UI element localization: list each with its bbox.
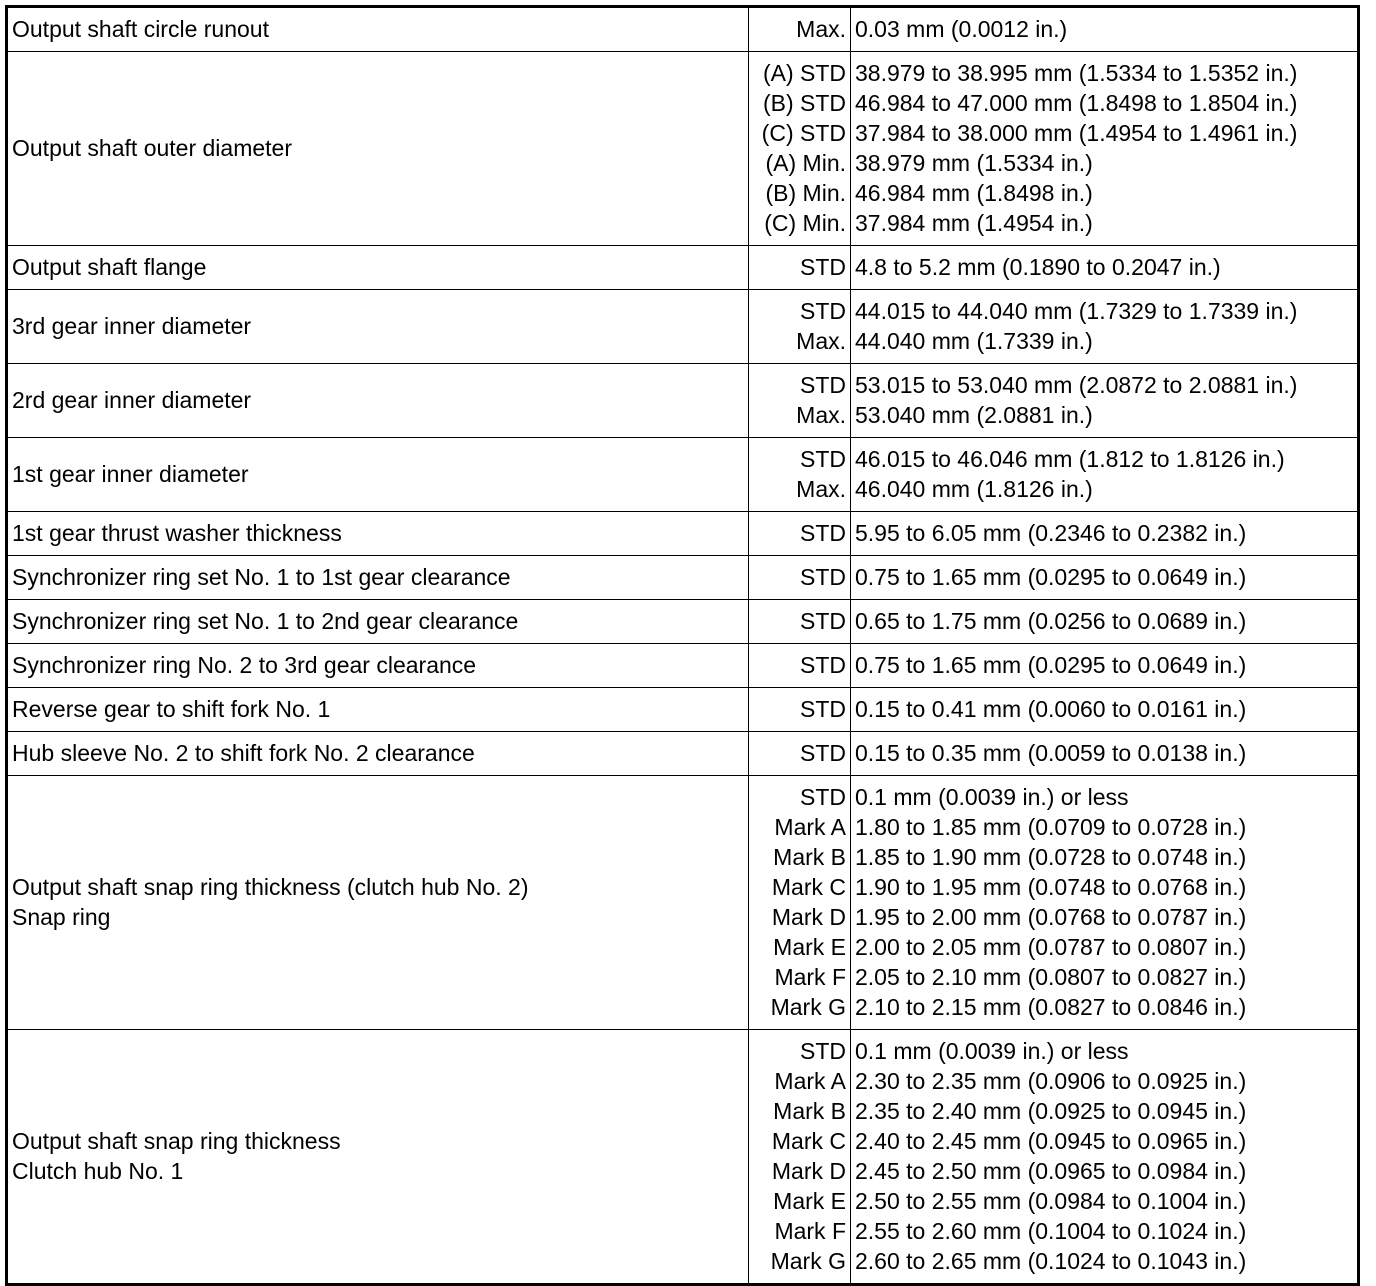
spec-condition-cell <box>749 600 851 644</box>
spec-item-line: 1st gear inner diameter <box>12 461 249 487</box>
spec-item-cell <box>7 512 749 556</box>
spec-item-cell <box>7 7 749 52</box>
spec-item-cell <box>7 438 749 512</box>
spec-value-line: 53.015 to 53.040 mm (2.0872 to 2.0881 in.) <box>855 372 1298 398</box>
spec-value-line: 38.979 to 38.995 mm (1.5334 to 1.5352 in.) <box>855 60 1298 86</box>
spec-condition-line: Mark C <box>771 874 846 900</box>
spec-condition-line: STD <box>800 652 846 678</box>
table-row <box>7 600 1359 644</box>
spec-condition-line: Mark D <box>771 904 846 930</box>
spec-item-line: Synchronizer ring No. 2 to 3rd gear clearance <box>12 652 477 678</box>
spec-value-line: 2.45 to 2.50 mm (0.0965 to 0.0984 in.) <box>855 1158 1247 1184</box>
spec-condition-cell <box>749 556 851 600</box>
spec-condition-line: STD <box>800 784 846 810</box>
spec-condition-line: Mark F <box>774 1218 846 1244</box>
spec-item-cell <box>7 52 749 246</box>
spec-value-cell <box>851 776 1359 1030</box>
spec-condition-line: Mark C <box>771 1128 846 1154</box>
spec-value-line: 1.80 to 1.85 mm (0.0709 to 0.0728 in.) <box>855 814 1247 840</box>
spec-condition-cell <box>749 688 851 732</box>
table-row <box>7 1030 1359 1285</box>
spec-condition-line: Mark B <box>773 844 846 870</box>
spec-value-line: 2.50 to 2.55 mm (0.0984 to 0.1004 in.) <box>855 1188 1247 1214</box>
spec-condition-line: Max. <box>796 476 846 502</box>
spec-condition-line: (B) STD <box>762 90 846 116</box>
spec-value-cell <box>851 1030 1359 1285</box>
table-row <box>7 512 1359 556</box>
table-row <box>7 364 1359 438</box>
spec-condition-line: Mark D <box>771 1158 846 1184</box>
spec-condition-line: STD <box>800 298 846 324</box>
spec-condition-line: (C) Min. <box>764 210 846 236</box>
spec-value-cell <box>851 364 1359 438</box>
spec-value-line: 1.85 to 1.90 mm (0.0728 to 0.0748 in.) <box>855 844 1247 870</box>
spec-value-line: 2.00 to 2.05 mm (0.0787 to 0.0807 in.) <box>855 934 1247 960</box>
spec-value-line: 46.015 to 46.046 mm (1.812 to 1.8126 in.) <box>855 446 1285 472</box>
spec-value-line: 37.984 to 38.000 mm (1.4954 to 1.4961 in.) <box>855 120 1298 146</box>
table-row <box>7 556 1359 600</box>
table-row <box>7 438 1359 512</box>
spec-value-cell <box>851 600 1359 644</box>
spec-value-line: 2.10 to 2.15 mm (0.0827 to 0.0846 in.) <box>855 994 1247 1020</box>
spec-condition-line: (B) Min. <box>765 180 846 206</box>
spec-value-line: 0.15 to 0.35 mm (0.0059 to 0.0138 in.) <box>855 740 1247 766</box>
spec-condition-cell <box>749 732 851 776</box>
spec-value-line: 0.65 to 1.75 mm (0.0256 to 0.0689 in.) <box>855 608 1247 634</box>
spec-item-cell <box>7 364 749 438</box>
spec-value-line: 1.90 to 1.95 mm (0.0748 to 0.0768 in.) <box>855 874 1247 900</box>
spec-condition-line: Mark E <box>773 934 846 960</box>
spec-value-cell <box>851 7 1359 52</box>
spec-condition-line: STD <box>800 254 846 280</box>
spec-condition-line: Max. <box>796 16 846 42</box>
spec-condition-cell <box>749 776 851 1030</box>
spec-condition-line: Max. <box>796 402 846 428</box>
spec-value-line: 2.35 to 2.40 mm (0.0925 to 0.0945 in.) <box>855 1098 1247 1124</box>
spec-item-cell <box>7 600 749 644</box>
spec-value-cell <box>851 556 1359 600</box>
spec-condition-cell <box>749 1030 851 1285</box>
spec-item-line: Output shaft outer diameter <box>12 135 292 161</box>
spec-condition-line: STD <box>800 564 846 590</box>
spec-condition-line: STD <box>800 1038 846 1064</box>
spec-item-line: Synchronizer ring set No. 1 to 1st gear clearance <box>12 564 511 590</box>
spec-condition-line: Max. <box>796 328 846 354</box>
spec-table <box>5 5 1360 1286</box>
spec-item-cell <box>7 556 749 600</box>
spec-value-cell <box>851 644 1359 688</box>
spec-value-line: 0.15 to 0.41 mm (0.0060 to 0.0161 in.) <box>855 696 1247 722</box>
table-row <box>7 246 1359 290</box>
spec-value-line: 2.30 to 2.35 mm (0.0906 to 0.0925 in.) <box>855 1068 1247 1094</box>
spec-item-cell <box>7 644 749 688</box>
spec-value-line: 0.03 mm (0.0012 in.) <box>855 16 1068 42</box>
spec-condition-line: STD <box>800 372 846 398</box>
spec-condition-cell <box>749 512 851 556</box>
spec-value-cell <box>851 688 1359 732</box>
spec-value-line: 44.015 to 44.040 mm (1.7329 to 1.7339 in.) <box>855 298 1298 324</box>
spec-value-line: 2.60 to 2.65 mm (0.1024 to 0.1043 in.) <box>855 1248 1247 1274</box>
spec-item-line: Synchronizer ring set No. 1 to 2nd gear clearance <box>12 608 519 634</box>
table-row <box>7 732 1359 776</box>
spec-condition-line: STD <box>800 446 846 472</box>
spec-condition-line: Mark G <box>770 994 846 1020</box>
spec-condition-line: Mark E <box>773 1188 846 1214</box>
spec-value-cell <box>851 438 1359 512</box>
spec-value-line: 0.1 mm (0.0039 in.) or less <box>855 784 1129 810</box>
spec-value-line: 1.95 to 2.00 mm (0.0768 to 0.0787 in.) <box>855 904 1247 930</box>
spec-condition-line: STD <box>800 520 846 546</box>
spec-item-cell <box>7 776 749 1030</box>
spec-value-line: 2.05 to 2.10 mm (0.0807 to 0.0827 in.) <box>855 964 1247 990</box>
table-row <box>7 7 1359 52</box>
spec-value-line: 0.75 to 1.65 mm (0.0295 to 0.0649 in.) <box>855 652 1247 678</box>
table-row <box>7 290 1359 364</box>
spec-condition-cell <box>749 246 851 290</box>
spec-item-line: Output shaft snap ring thickness <box>12 1128 341 1154</box>
spec-item-line: Clutch hub No. 1 <box>12 1158 184 1184</box>
spec-value-line: 44.040 mm (1.7339 in.) <box>855 328 1093 354</box>
spec-value-cell <box>851 732 1359 776</box>
spec-condition-line: STD <box>800 608 846 634</box>
spec-item-line: Output shaft flange <box>12 254 207 280</box>
spec-item-cell <box>7 246 749 290</box>
spec-value-line: 46.040 mm (1.8126 in.) <box>855 476 1093 502</box>
spec-value-line: 37.984 mm (1.4954 in.) <box>855 210 1093 236</box>
spec-condition-cell <box>749 438 851 512</box>
spec-value-cell <box>851 246 1359 290</box>
spec-value-line: 53.040 mm (2.0881 in.) <box>855 402 1093 428</box>
spec-item-cell <box>7 688 749 732</box>
table-row <box>7 644 1359 688</box>
spec-value-cell <box>851 52 1359 246</box>
spec-item-line: Hub sleeve No. 2 to shift fork No. 2 clearance <box>12 740 475 766</box>
spec-condition-line: (C) STD <box>761 120 846 146</box>
spec-value-line: 2.55 to 2.60 mm (0.1004 to 0.1024 in.) <box>855 1218 1247 1244</box>
spec-item-cell <box>7 290 749 364</box>
spec-item-line: 1st gear thrust washer thickness <box>12 520 342 546</box>
spec-condition-line: Mark B <box>773 1098 846 1124</box>
spec-item-line: 2rd gear inner diameter <box>12 387 252 413</box>
spec-value-cell <box>851 512 1359 556</box>
spec-condition-line: Mark A <box>774 1068 846 1094</box>
spec-value-line: 46.984 to 47.000 mm (1.8498 to 1.8504 in.) <box>855 90 1298 116</box>
spec-item-line: 3rd gear inner diameter <box>12 313 252 339</box>
table-row <box>7 688 1359 732</box>
spec-item-cell <box>7 1030 749 1285</box>
spec-item-line: Output shaft snap ring thickness (clutch hub No. 2) <box>12 874 529 900</box>
spec-item-cell <box>7 732 749 776</box>
spec-value-line: 2.40 to 2.45 mm (0.0945 to 0.0965 in.) <box>855 1128 1247 1154</box>
spec-condition-line: (A) Min. <box>765 150 846 176</box>
spec-condition-cell <box>749 644 851 688</box>
spec-value-line: 38.979 mm (1.5334 in.) <box>855 150 1093 176</box>
spec-item-line: Snap ring <box>12 904 111 930</box>
spec-value-line: 5.95 to 6.05 mm (0.2346 to 0.2382 in.) <box>855 520 1247 546</box>
spec-condition-line: Mark F <box>774 964 846 990</box>
spec-value-line: 4.8 to 5.2 mm (0.1890 to 0.2047 in.) <box>855 254 1221 280</box>
spec-table-body <box>7 7 1359 1285</box>
spec-condition-line: STD <box>800 696 846 722</box>
spec-item-line: Output shaft circle runout <box>12 16 269 42</box>
spec-value-line: 46.984 mm (1.8498 in.) <box>855 180 1093 206</box>
table-row <box>7 52 1359 246</box>
spec-condition-cell <box>749 52 851 246</box>
spec-condition-cell <box>749 290 851 364</box>
spec-value-cell <box>851 290 1359 364</box>
spec-condition-line: Mark A <box>774 814 846 840</box>
spec-condition-line: Mark G <box>770 1248 846 1274</box>
table-row <box>7 776 1359 1030</box>
spec-item-line: Reverse gear to shift fork No. 1 <box>12 696 331 722</box>
spec-condition-line: (A) STD <box>762 60 846 86</box>
spec-condition-line: STD <box>800 740 846 766</box>
spec-condition-cell <box>749 364 851 438</box>
spec-value-line: 0.75 to 1.65 mm (0.0295 to 0.0649 in.) <box>855 564 1247 590</box>
spec-value-line: 0.1 mm (0.0039 in.) or less <box>855 1038 1129 1064</box>
spec-condition-cell <box>749 7 851 52</box>
